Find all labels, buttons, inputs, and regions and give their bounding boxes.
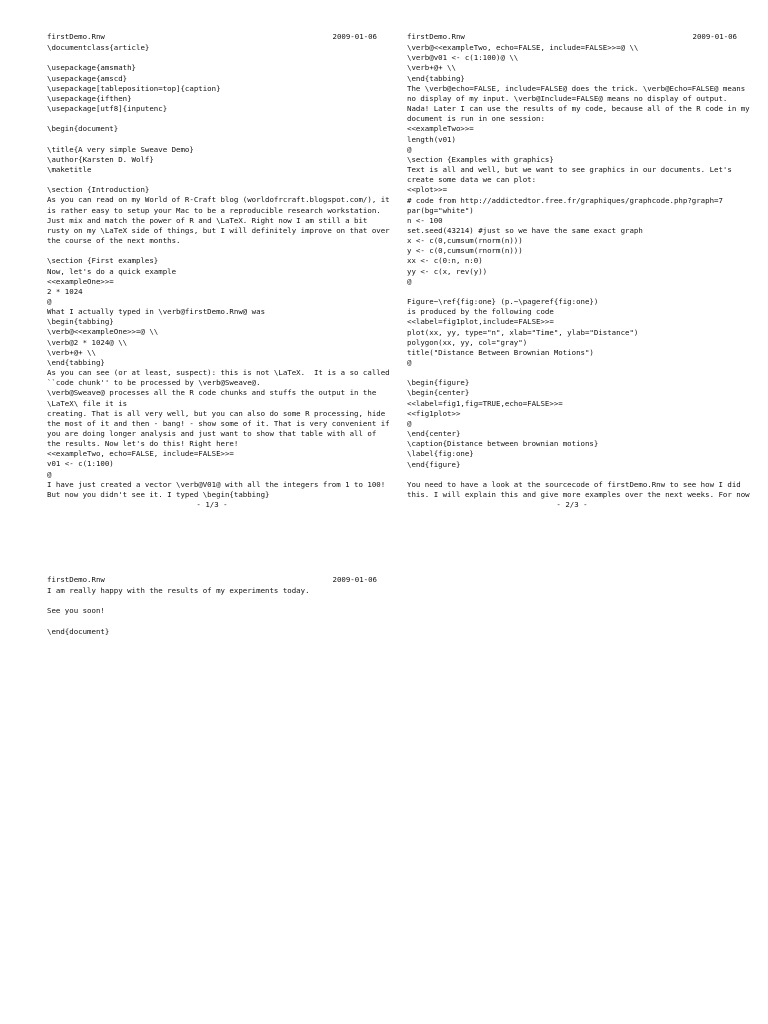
source-line: \begin{figure} [407,378,470,388]
source-line: \usepackage[utf8]{inputenc} [47,104,168,114]
source-line: See you soon! [47,606,105,616]
source-line [407,470,737,480]
source-line: set.seed(43214) #just so we have the same exact graph [407,225,643,235]
page-3 [47,575,377,637]
source-line: is rather easy to setup your Mac to be a reproducible research workstation. [47,205,381,215]
source-line: length(v01) [407,134,456,144]
source-line: \verb+@+ \\ [407,63,456,73]
source-line: document is run in one session: [407,114,545,124]
source-line: \usepackage[tableposition=top]{caption} [47,83,221,93]
source-line: <<fig1plot>> [407,408,461,418]
source-line: \documentclass{article} [47,43,150,53]
header-filename: firstDemo.Rnw [407,32,465,41]
source-line [47,596,377,606]
source-line: @ [47,469,52,479]
source-line: \LaTeX\ file it is [47,398,128,408]
page-2 [407,32,750,510]
source-line: \section {First examples} [47,256,159,266]
source-line: \label{fig:one} [407,449,474,459]
source-line: But now you didn't see it. I typed \begin{tabbing} [47,489,270,499]
source-line [407,368,737,378]
header-date: 2009-01-06 [332,575,377,584]
source-line: \verb@<<exampleTwo, echo=FALSE, include=FALSE>>=@ \\ [407,43,639,53]
source-line [47,53,377,63]
source-line: y <- c(0,cumsum(rnorm(n))) [407,246,523,256]
source-line: <<exampleTwo>>= [407,124,474,134]
source-line [407,287,737,297]
source-line: the most of it and then - bang! - show some of it. That is very convenient if [47,418,390,428]
source-line: You need to have a look at the sourcecode of firstDemo.Rnw to see how I did [407,479,741,489]
source-line: <<exampleTwo, echo=FALSE, include=FALSE>>= [47,449,234,459]
source-line [47,246,377,256]
source-line: \end{center} [407,429,461,439]
source-line: @ [407,357,412,367]
source-line: \end{tabbing} [407,73,465,83]
source-line: \begin{center} [407,388,470,398]
source-line: polygon(xx, yy, col="gray") [407,337,528,347]
source-line: @ [407,144,412,154]
page-footer: - 1/3 - [196,500,228,510]
source-line: rusty on my \LaTeX side of things, but I will definitely improve on that over [47,225,390,235]
source-line: # code from http://addictedtor.free.fr/graphiques/graphcode.php?graph=7 [407,195,723,205]
source-line: \usepackage{amscd} [47,73,128,83]
page-body [407,43,750,500]
source-line: x <- c(0,cumsum(rnorm(n))) [407,236,523,246]
source-line: no display of my input. \verb@Include=FALSE@ means no display of output. [407,93,728,103]
source-line: xx <- c(0:n, n:0) [407,256,483,266]
source-line: Now, let's do a quick example [47,266,177,276]
source-line: create some data we can plot: [407,175,537,185]
source-line: @ [407,418,412,428]
header-filename: firstDemo.Rnw [47,32,105,41]
source-line: the course of the next months. [47,236,181,246]
source-line: \verb@v01 <- c(1:100)@ \\ [407,53,519,63]
source-line: title("Distance Between Brownian Motions") [407,347,594,357]
source-line [47,617,377,627]
source-line: yy <- c(x, rev(y)) [407,266,488,276]
source-line: <<exampleOne>>= [47,276,114,286]
source-line: As you can read on my World of R-Craft blog (worldofrcraft.blogspot.com/), it [47,195,390,205]
source-line: \title{A very simple Sweave Demo} [47,144,194,154]
page-header [407,32,737,42]
source-line: ``code chunk'' to be processed by \verb@Sweave@. [47,378,261,388]
page-body [47,586,377,637]
source-line: <<label=fig1,fig=TRUE,echo=FALSE>>= [407,398,563,408]
source-line: the results. Now let's do this! Right here! [47,439,239,449]
source-line: \usepackage{ifthen} [47,93,132,103]
header-date: 2009-01-06 [332,32,377,41]
header-filename: firstDemo.Rnw [47,575,105,584]
source-line: is produced by the following code [407,307,554,317]
source-line: <<plot>>= [407,185,448,195]
source-line: creating. That is all very well, but you can also do some R processing, hide [47,408,386,418]
source-line: The \verb@echo=FALSE, include=FALSE@ does the trick. \verb@Echo=FALSE@ means [407,83,746,93]
source-line: v01 <- c(1:100) [47,459,114,469]
source-line: \end{tabbing} [47,357,105,367]
source-line: I am really happy with the results of my experiments today. [47,586,310,596]
source-line: Figure~\ref{fig:one} (p.~\pageref{fig:one}) [407,297,599,307]
source-line: \begin{tabbing} [47,317,114,327]
source-line: As you can see (or at least, suspect): this is not \LaTeX. It is a so called [47,368,390,378]
source-line [47,114,377,124]
source-line: \verb@2 * 1024@ \\ [47,337,128,347]
source-line: \end{figure} [407,459,461,469]
source-line: \maketitle [47,164,92,174]
source-line: \end{document} [47,626,110,636]
source-line: \section {Examples with graphics} [407,154,554,164]
source-line: \usepackage{amsmath} [47,63,136,73]
page-footer: - 2/3 - [556,500,588,510]
source-line: \section {Introduction} [47,185,150,195]
source-line: Text is all and well, but we want to see graphics in our documents. Let's [407,165,732,175]
source-line: \author{Karsten D. Wolf} [47,154,154,164]
source-line: I have just created a vector \verb@V01@ with all the integers from 1 to 100! [47,479,386,489]
source-line: plot(xx, yy, type="n", xlab="Time", ylab="Distance") [407,327,639,337]
source-line: \verb+@+ \\ [47,347,96,357]
source-line [47,175,377,185]
source-line: \verb@Sweave@ processes all the R code chunks and stuffs the output in the [47,388,377,398]
source-line: \verb@<<exampleOne>>=@ \\ [47,327,159,337]
header-date: 2009-01-06 [692,32,737,41]
source-line: this. I will explain this and give more examples over the next weeks. For now [407,489,750,499]
page-header [47,575,377,585]
source-line: Just mix and match the power of R and \LaTeX. Right now I am still a bit [47,215,368,225]
source-line: @ [47,296,52,306]
source-line: \caption{Distance between brownian motions} [407,439,599,449]
source-line: @ [407,276,412,286]
source-line [47,135,377,145]
page-header [47,32,377,42]
source-line: \begin{document} [47,124,119,134]
page-body [47,43,390,500]
source-line: What I actually typed in \verb@firstDemo.Rnw@ was [47,307,266,317]
page-1 [47,32,390,510]
source-line: Nada! Later I can use the results of my code, because all of the R code in my [407,104,750,114]
source-line: you are doing longer analysis and just want to show that table with all of [47,429,377,439]
source-line: par(bg="white") [407,205,474,215]
source-line: <<label=fig1plot,include=FALSE>>= [407,317,554,327]
source-line: 2 * 1024 [47,286,83,296]
source-line: n <- 100 [407,215,443,225]
